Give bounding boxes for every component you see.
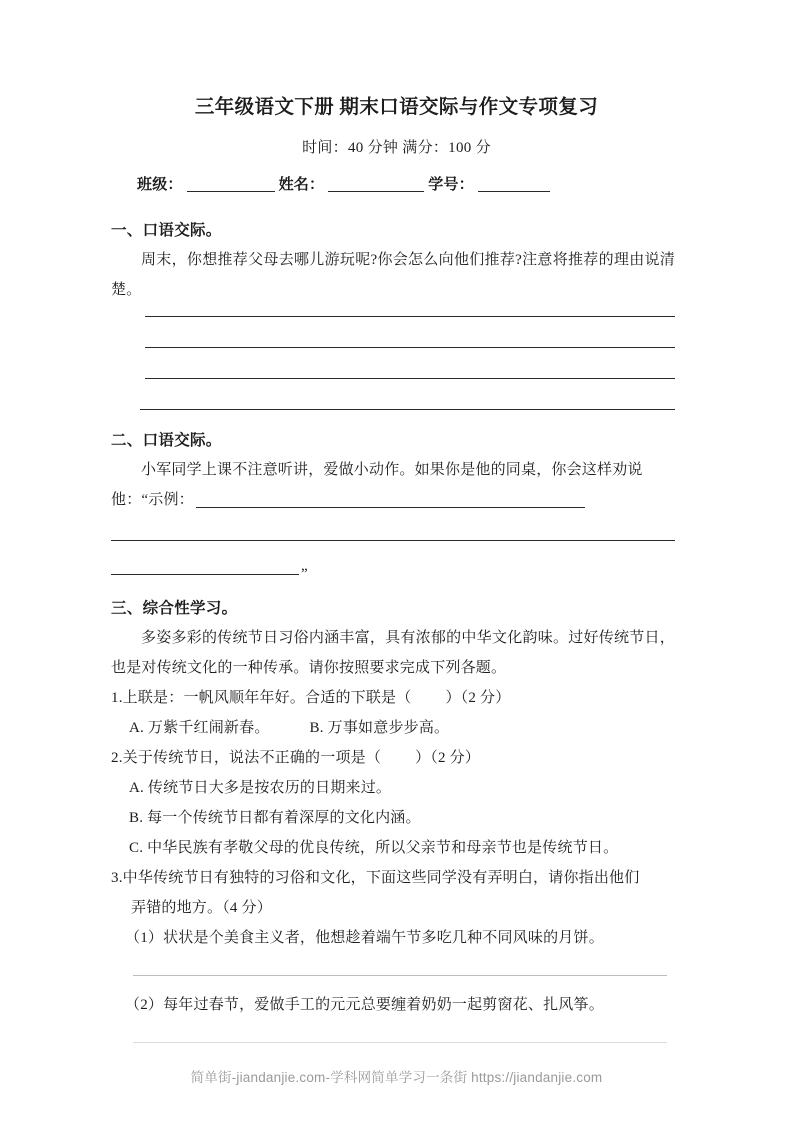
answer-rule-short[interactable]	[111, 574, 299, 575]
student-id-label: 学号：	[428, 177, 474, 194]
section-three-prompt: 多姿多彩的传统节日习俗内涵丰富，具有浓郁的中华文化韵味。过好传统节日，也是对传统文化的一种传承。请你按照要求完成下列各题。	[111, 630, 675, 677]
question-3-stem-text: 中华传统节日有独特的习俗和文化，下面这些同学没有弄明白，请你指出他们	[122, 870, 640, 887]
student-id-blank[interactable]	[478, 191, 550, 192]
section-one-answer-area	[111, 305, 675, 410]
section-two-answer-closing-row	[111, 566, 675, 582]
section-two-prompt-line1: 小军同学上课不注意听讲，爱做小动作。如果你是他的同桌，你会这样劝说	[141, 462, 643, 479]
answer-rule-inline[interactable]	[196, 507, 585, 508]
section-two	[0, 410, 793, 582]
question-2-option-b[interactable]: B. 每一个传统节日都有着深厚的文化内涵。	[129, 810, 421, 827]
section-one-heading: 一、口语交际。	[111, 222, 222, 240]
section-one	[0, 194, 793, 410]
section-three	[0, 582, 793, 1043]
question-1-option-b[interactable]: B. 万事如意步步高。	[309, 720, 450, 737]
section-three-heading: 三、综合性学习。	[111, 600, 238, 618]
name-label: 姓名：	[278, 177, 325, 194]
name-blank[interactable]	[328, 191, 424, 192]
question-1-stem	[111, 683, 675, 713]
answer-rule[interactable]	[145, 347, 675, 348]
question-2-option-a[interactable]: A. 传统节日大多是按农历的日期来过。	[129, 780, 392, 797]
section-two-example-label: 他：“示例：	[111, 492, 194, 509]
section-one-prompt: 周末，你想推荐父母去哪儿游玩呢?你会怎么向他们推荐?注意将推荐的理由说清楚。	[111, 252, 675, 299]
page-title: 三年级语文下册 期末口语交际与作文专项复习	[194, 97, 599, 118]
answer-rule[interactable]	[133, 1042, 667, 1043]
question-1-number: 1.	[111, 690, 123, 707]
question-1-options-row	[111, 713, 675, 743]
question-2-score: ）（2 分）	[415, 750, 481, 767]
class-field	[137, 177, 279, 193]
question-3-number: 3.	[111, 870, 123, 887]
section-two-heading: 二、口语交际。	[111, 432, 222, 450]
question-2-option-c[interactable]: C. 中华民族有孝敬父母的优良传统，所以父亲节和母亲节也是传统节日。	[129, 840, 619, 857]
answer-rule[interactable]	[145, 316, 675, 317]
student-id-field	[428, 177, 554, 193]
closing-quote-mark: ”	[301, 566, 308, 583]
name-field	[279, 177, 429, 193]
question-3-subitem-2: （2）每年过春节，爱做手工的元元总要缠着奶奶一起剪窗花、扎风筝。	[125, 997, 604, 1014]
question-3-subitem-1: （1）状状是个美食主义者，他想趁着端午节多吃几种不同风味的月饼。	[125, 930, 604, 947]
question-2-stem	[111, 743, 675, 773]
question-1-stem-text: 上联是：一帆风顺年年好。合适的下联是（	[122, 690, 412, 707]
question-2-number: 2.	[111, 750, 123, 767]
answer-rule[interactable]	[111, 540, 675, 541]
answer-rule[interactable]	[145, 378, 675, 379]
class-blank[interactable]	[187, 191, 275, 192]
question-2-stem-text: 关于传统节日，说法不正确的一项是（	[122, 750, 382, 767]
site-watermark-footer: 简单街-jiandanjie.com-学科网简单学习一条街 https://jiandanjie.com	[190, 1070, 603, 1085]
student-identity-row	[0, 157, 793, 194]
question-1-score: ）（2 分）	[445, 690, 511, 707]
question-1-option-a[interactable]: A. 万紫千红闹新春。	[129, 720, 270, 737]
question-3-stem-line1	[111, 863, 675, 893]
question-3-stem-line2: 弄错的地方。（4 分）	[131, 900, 272, 917]
exam-meta-subtitle: 时间：40 分钟 满分：100 分	[302, 140, 491, 157]
class-label: 班级：	[137, 177, 183, 194]
section-two-prompt-line2	[111, 485, 675, 515]
